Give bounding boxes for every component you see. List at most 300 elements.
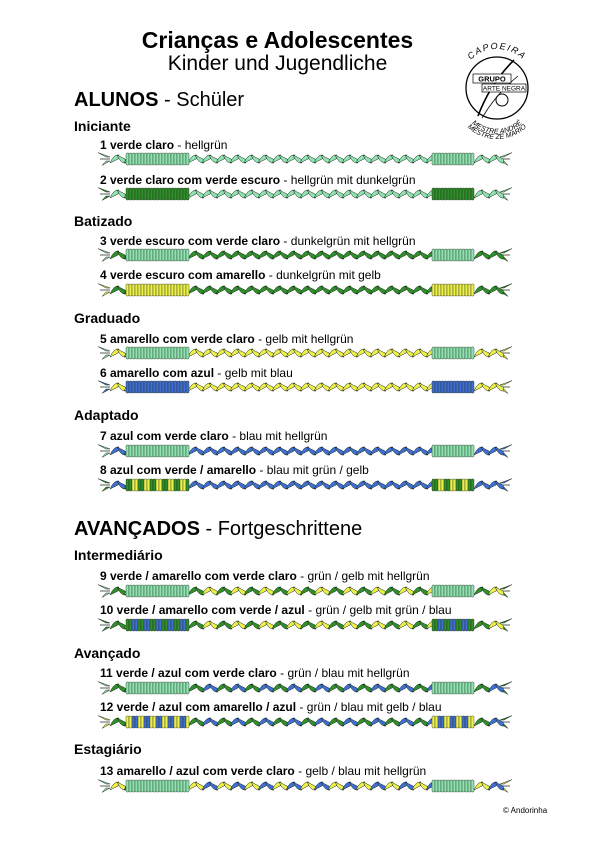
wrap-band xyxy=(462,780,465,792)
wrap-band xyxy=(147,284,150,296)
wrap-band xyxy=(468,188,471,200)
wrap-band xyxy=(180,716,183,728)
wrap-band xyxy=(162,347,165,359)
wrap-band xyxy=(468,445,471,457)
wrap-band xyxy=(441,381,444,393)
wrap-band xyxy=(159,479,162,491)
wrap-band xyxy=(171,249,174,261)
wrap-band xyxy=(174,347,177,359)
wrap-band xyxy=(468,716,471,728)
wrap-band xyxy=(186,585,189,597)
wrap-band xyxy=(468,347,471,359)
wrap-band xyxy=(432,249,435,261)
wrap-band xyxy=(468,585,471,597)
wrap-band xyxy=(168,381,171,393)
wrap-band xyxy=(471,619,474,631)
wrap-band xyxy=(447,284,450,296)
wrap-band xyxy=(144,585,147,597)
wrap-band xyxy=(168,445,171,457)
cord-graphic xyxy=(96,581,516,601)
wrap-band xyxy=(141,682,144,694)
wrap-band xyxy=(444,445,447,457)
wrap-band xyxy=(462,284,465,296)
wrap-band xyxy=(462,585,465,597)
wrap-band xyxy=(132,249,135,261)
cord-tassel xyxy=(102,292,110,296)
wrap-band xyxy=(453,284,456,296)
wrap-band xyxy=(471,780,474,792)
wrap-band xyxy=(156,682,159,694)
wrap-band xyxy=(156,479,159,491)
wrap-band xyxy=(129,780,132,792)
cord-label: 4 verde escuro com amarello - dunkelgrün mit gelb xyxy=(100,268,381,282)
wrap-band xyxy=(141,153,144,165)
wrap-band xyxy=(168,479,171,491)
wrap-band xyxy=(450,284,453,296)
cord-tassel xyxy=(102,724,110,728)
wrap-band xyxy=(132,585,135,597)
capoeira-logo xyxy=(452,36,542,146)
wrap-band xyxy=(450,619,453,631)
wrap-band xyxy=(165,619,168,631)
wrap-band xyxy=(432,585,435,597)
wrap-band xyxy=(138,381,141,393)
wrap-band xyxy=(144,780,147,792)
wrap-band xyxy=(177,153,180,165)
wrap-band xyxy=(171,445,174,457)
wrap-band xyxy=(153,619,156,631)
wrap-band xyxy=(438,479,441,491)
wrap-band xyxy=(459,716,462,728)
wrap-band xyxy=(456,249,459,261)
wrap-band xyxy=(135,284,138,296)
wrap-band xyxy=(168,780,171,792)
wrap-band xyxy=(171,479,174,491)
wrap-band xyxy=(150,188,153,200)
wrap-band xyxy=(447,479,450,491)
wrap-band xyxy=(468,479,471,491)
wrap-band xyxy=(459,479,462,491)
cord-tassel xyxy=(500,716,512,720)
cord-graphic xyxy=(96,475,516,495)
wrap-band xyxy=(174,445,177,457)
wrap-band xyxy=(165,780,168,792)
wrap-band xyxy=(183,284,186,296)
wrap-band xyxy=(465,381,468,393)
wrap-band xyxy=(432,479,435,491)
wrap-band xyxy=(126,780,129,792)
wrap-band xyxy=(126,479,129,491)
wrap-band xyxy=(432,716,435,728)
wrap-band xyxy=(174,585,177,597)
wrap-band xyxy=(444,780,447,792)
wrap-band xyxy=(150,479,153,491)
wrap-band xyxy=(441,780,444,792)
wrap-band xyxy=(459,381,462,393)
wrap-band xyxy=(456,284,459,296)
cord-label: 10 verde / amarello com verde / azul - grün / gelb mit grün / blau xyxy=(100,603,452,617)
wrap-band xyxy=(186,347,189,359)
wrap-band xyxy=(462,249,465,261)
wrap-band xyxy=(138,682,141,694)
cord-tassel xyxy=(500,585,512,589)
wrap-band xyxy=(471,585,474,597)
wrap-band xyxy=(177,381,180,393)
cord-tassel xyxy=(102,196,110,200)
wrap-band xyxy=(129,347,132,359)
wrap-band xyxy=(147,347,150,359)
wrap-band xyxy=(186,445,189,457)
wrap-band xyxy=(147,780,150,792)
wrap-band xyxy=(435,619,438,631)
wrap-band xyxy=(174,249,177,261)
wrap-band xyxy=(165,479,168,491)
group-label: Batizado xyxy=(74,213,133,229)
wrap-band xyxy=(129,682,132,694)
wrap-band xyxy=(135,619,138,631)
wrap-band xyxy=(435,682,438,694)
wrap-band xyxy=(453,780,456,792)
wrap-band xyxy=(150,347,153,359)
cord-tassel xyxy=(102,788,110,792)
wrap-band xyxy=(168,188,171,200)
wrap-band xyxy=(150,619,153,631)
wrap-band xyxy=(447,716,450,728)
cord-label: 3 verde escuro com verde claro - dunkelgrün mit hellgrün xyxy=(100,234,416,248)
wrap-band xyxy=(447,682,450,694)
wrap-band xyxy=(183,780,186,792)
wrap-band xyxy=(132,716,135,728)
wrap-band xyxy=(156,780,159,792)
cord-tassel xyxy=(500,479,512,483)
wrap-band xyxy=(144,284,147,296)
wrap-band xyxy=(132,479,135,491)
wrap-band xyxy=(471,188,474,200)
cord-tassel xyxy=(500,284,512,288)
wrap-band xyxy=(141,585,144,597)
wrap-band xyxy=(465,284,468,296)
wrap-band xyxy=(153,284,156,296)
copyright-note: © Andorinha xyxy=(503,806,548,815)
wrap-band xyxy=(159,619,162,631)
wrap-band xyxy=(177,188,180,200)
wrap-band xyxy=(435,479,438,491)
wrap-band xyxy=(444,188,447,200)
wrap-band xyxy=(471,682,474,694)
wrap-band xyxy=(150,682,153,694)
wrap-band xyxy=(174,619,177,631)
wrap-band xyxy=(177,619,180,631)
wrap-band xyxy=(168,153,171,165)
wrap-band xyxy=(135,479,138,491)
wrap-band xyxy=(171,153,174,165)
wrap-band xyxy=(132,188,135,200)
cord-label: 6 amarello com azul - gelb mit blau xyxy=(100,366,293,380)
cord-tassel xyxy=(500,780,512,784)
wrap-band xyxy=(186,619,189,631)
wrap-band xyxy=(453,445,456,457)
wrap-band xyxy=(162,153,165,165)
wrap-band xyxy=(183,153,186,165)
wrap-band xyxy=(180,249,183,261)
wrap-band xyxy=(453,249,456,261)
wrap-band xyxy=(438,249,441,261)
wrap-band xyxy=(471,445,474,457)
wrap-band xyxy=(186,153,189,165)
wrap-band xyxy=(180,585,183,597)
wrap-band xyxy=(168,716,171,728)
cord-tassel xyxy=(500,347,512,351)
wrap-band xyxy=(465,716,468,728)
cord-tassel xyxy=(500,249,512,253)
wrap-band xyxy=(438,619,441,631)
wrap-band xyxy=(447,585,450,597)
wrap-band xyxy=(165,347,168,359)
wrap-band xyxy=(462,153,465,165)
wrap-band xyxy=(138,347,141,359)
wrap-band xyxy=(156,188,159,200)
wrap-band xyxy=(126,284,129,296)
wrap-band xyxy=(180,619,183,631)
section-heading-avancados: AVANÇADOS - Fortgeschrittene xyxy=(74,518,363,540)
wrap-band xyxy=(153,188,156,200)
wrap-band xyxy=(462,619,465,631)
wrap-band xyxy=(147,619,150,631)
cord-tassel xyxy=(98,585,110,589)
wrap-band xyxy=(135,585,138,597)
wrap-band xyxy=(144,619,147,631)
wrap-band xyxy=(165,682,168,694)
wrap-band xyxy=(135,347,138,359)
cord-tassel xyxy=(500,445,512,449)
wrap-band xyxy=(168,585,171,597)
wrap-band xyxy=(447,188,450,200)
wrap-band xyxy=(177,716,180,728)
wrap-band xyxy=(453,381,456,393)
wrap-band xyxy=(462,347,465,359)
wrap-band xyxy=(186,479,189,491)
wrap-band xyxy=(174,682,177,694)
wrap-band xyxy=(456,153,459,165)
wrap-band xyxy=(156,585,159,597)
wrap-band xyxy=(174,188,177,200)
wrap-band xyxy=(444,619,447,631)
wrap-band xyxy=(141,619,144,631)
wrap-band xyxy=(459,188,462,200)
wrap-band xyxy=(432,619,435,631)
wrap-band xyxy=(456,347,459,359)
cord-tassel xyxy=(98,153,110,157)
wrap-band xyxy=(156,381,159,393)
wrap-band xyxy=(147,381,150,393)
logo-arc-bottom-2: MESTRE ANDRÉ xyxy=(470,119,524,136)
cord-graphic xyxy=(96,343,516,363)
wrap-band xyxy=(153,445,156,457)
wrap-band xyxy=(162,284,165,296)
wrap-band xyxy=(438,716,441,728)
wrap-band xyxy=(459,284,462,296)
wrap-band xyxy=(162,619,165,631)
wrap-band xyxy=(171,585,174,597)
cord-label: 13 amarello / azul com verde claro - gelb / blau mit hellgrün xyxy=(100,764,427,778)
wrap-band xyxy=(180,780,183,792)
wrap-band xyxy=(171,682,174,694)
wrap-band xyxy=(462,381,465,393)
wrap-band xyxy=(180,153,183,165)
wrap-band xyxy=(126,249,129,261)
wrap-band xyxy=(147,716,150,728)
wrap-band xyxy=(141,188,144,200)
section-title-pt: ALUNOS xyxy=(74,89,159,111)
wrap-band xyxy=(156,619,159,631)
cord-tassel xyxy=(98,716,110,720)
wrap-band xyxy=(153,153,156,165)
wrap-band xyxy=(180,445,183,457)
wrap-band xyxy=(450,249,453,261)
wrap-band xyxy=(444,284,447,296)
cord-tassel xyxy=(500,153,512,157)
wrap-band xyxy=(183,347,186,359)
wrap-band xyxy=(462,445,465,457)
cord-tassel xyxy=(98,619,110,623)
wrap-band xyxy=(159,585,162,597)
wrap-band xyxy=(465,682,468,694)
wrap-band xyxy=(144,347,147,359)
cord-graphic xyxy=(96,245,516,265)
wrap-band xyxy=(459,585,462,597)
wrap-band xyxy=(444,153,447,165)
wrap-band xyxy=(177,249,180,261)
wrap-band xyxy=(147,153,150,165)
wrap-band xyxy=(159,153,162,165)
logo-arc-bottom-1: MESTRE ZÉ MARIO xyxy=(466,123,528,142)
logo-arc-top: CAPOEIRA xyxy=(465,40,529,62)
wrap-band xyxy=(138,249,141,261)
wrap-band xyxy=(147,585,150,597)
wrap-band xyxy=(468,153,471,165)
wrap-band xyxy=(132,619,135,631)
wrap-band xyxy=(435,585,438,597)
wrap-band xyxy=(435,249,438,261)
wrap-band xyxy=(441,188,444,200)
wrap-band xyxy=(171,347,174,359)
wrap-band xyxy=(447,780,450,792)
wrap-band xyxy=(126,347,129,359)
wrap-band xyxy=(453,479,456,491)
wrap-band xyxy=(180,188,183,200)
wrap-band xyxy=(138,716,141,728)
wrap-band xyxy=(171,619,174,631)
wrap-band xyxy=(471,284,474,296)
wrap-band xyxy=(132,153,135,165)
wrap-band xyxy=(441,716,444,728)
wrap-band xyxy=(450,381,453,393)
wrap-band xyxy=(138,479,141,491)
wrap-band xyxy=(435,716,438,728)
wrap-band xyxy=(135,682,138,694)
wrap-band xyxy=(126,153,129,165)
cord-tassel xyxy=(102,389,110,393)
wrap-band xyxy=(456,585,459,597)
wrap-band xyxy=(126,619,129,631)
wrap-band xyxy=(459,682,462,694)
wrap-band xyxy=(453,682,456,694)
wrap-band xyxy=(462,188,465,200)
wrap-band xyxy=(135,780,138,792)
cord-tassel xyxy=(102,627,110,631)
wrap-band xyxy=(141,445,144,457)
wrap-band xyxy=(153,479,156,491)
wrap-band xyxy=(441,347,444,359)
wrap-band xyxy=(447,153,450,165)
wrap-band xyxy=(132,284,135,296)
wrap-band xyxy=(438,347,441,359)
wrap-band xyxy=(132,381,135,393)
cord-tassel xyxy=(102,593,110,597)
wrap-band xyxy=(177,479,180,491)
wrap-band xyxy=(450,479,453,491)
wrap-band xyxy=(183,381,186,393)
wrap-band xyxy=(465,479,468,491)
wrap-band xyxy=(138,284,141,296)
wrap-band xyxy=(471,381,474,393)
wrap-band xyxy=(129,153,132,165)
wrap-band xyxy=(159,682,162,694)
wrap-band xyxy=(138,445,141,457)
wrap-band xyxy=(174,716,177,728)
wrap-band xyxy=(141,716,144,728)
cord-label: 9 verde / amarello com verde claro - grün / gelb mit hellgrün xyxy=(100,569,430,583)
wrap-band xyxy=(174,284,177,296)
wrap-band xyxy=(162,479,165,491)
wrap-band xyxy=(465,780,468,792)
cord-graphic xyxy=(96,712,516,732)
wrap-band xyxy=(465,619,468,631)
wrap-band xyxy=(153,585,156,597)
wrap-band xyxy=(441,284,444,296)
wrap-band xyxy=(177,780,180,792)
wrap-band xyxy=(132,445,135,457)
cord-tassel xyxy=(98,249,110,253)
cord-graphic xyxy=(96,776,516,796)
group-label: Adaptado xyxy=(74,407,139,423)
wrap-band xyxy=(141,381,144,393)
wrap-band xyxy=(144,188,147,200)
wrap-band xyxy=(462,682,465,694)
wrap-band xyxy=(135,716,138,728)
wrap-band xyxy=(459,153,462,165)
wrap-band xyxy=(168,347,171,359)
cord-label: 8 azul com verde / amarello - blau mit grün / gelb xyxy=(100,463,369,477)
wrap-band xyxy=(456,188,459,200)
wrap-band xyxy=(180,479,183,491)
wrap-band xyxy=(444,347,447,359)
wrap-band xyxy=(144,682,147,694)
wrap-band xyxy=(135,445,138,457)
wrap-band xyxy=(144,445,147,457)
wrap-band xyxy=(435,780,438,792)
wrap-band xyxy=(438,153,441,165)
wrap-band xyxy=(450,585,453,597)
cord-tassel xyxy=(102,690,110,694)
wrap-band xyxy=(441,585,444,597)
cord-tassel xyxy=(500,188,512,192)
wrap-band xyxy=(159,780,162,792)
wrap-band xyxy=(141,249,144,261)
wrap-band xyxy=(438,188,441,200)
cord-tassel xyxy=(102,161,110,165)
cord-graphic xyxy=(96,441,516,461)
